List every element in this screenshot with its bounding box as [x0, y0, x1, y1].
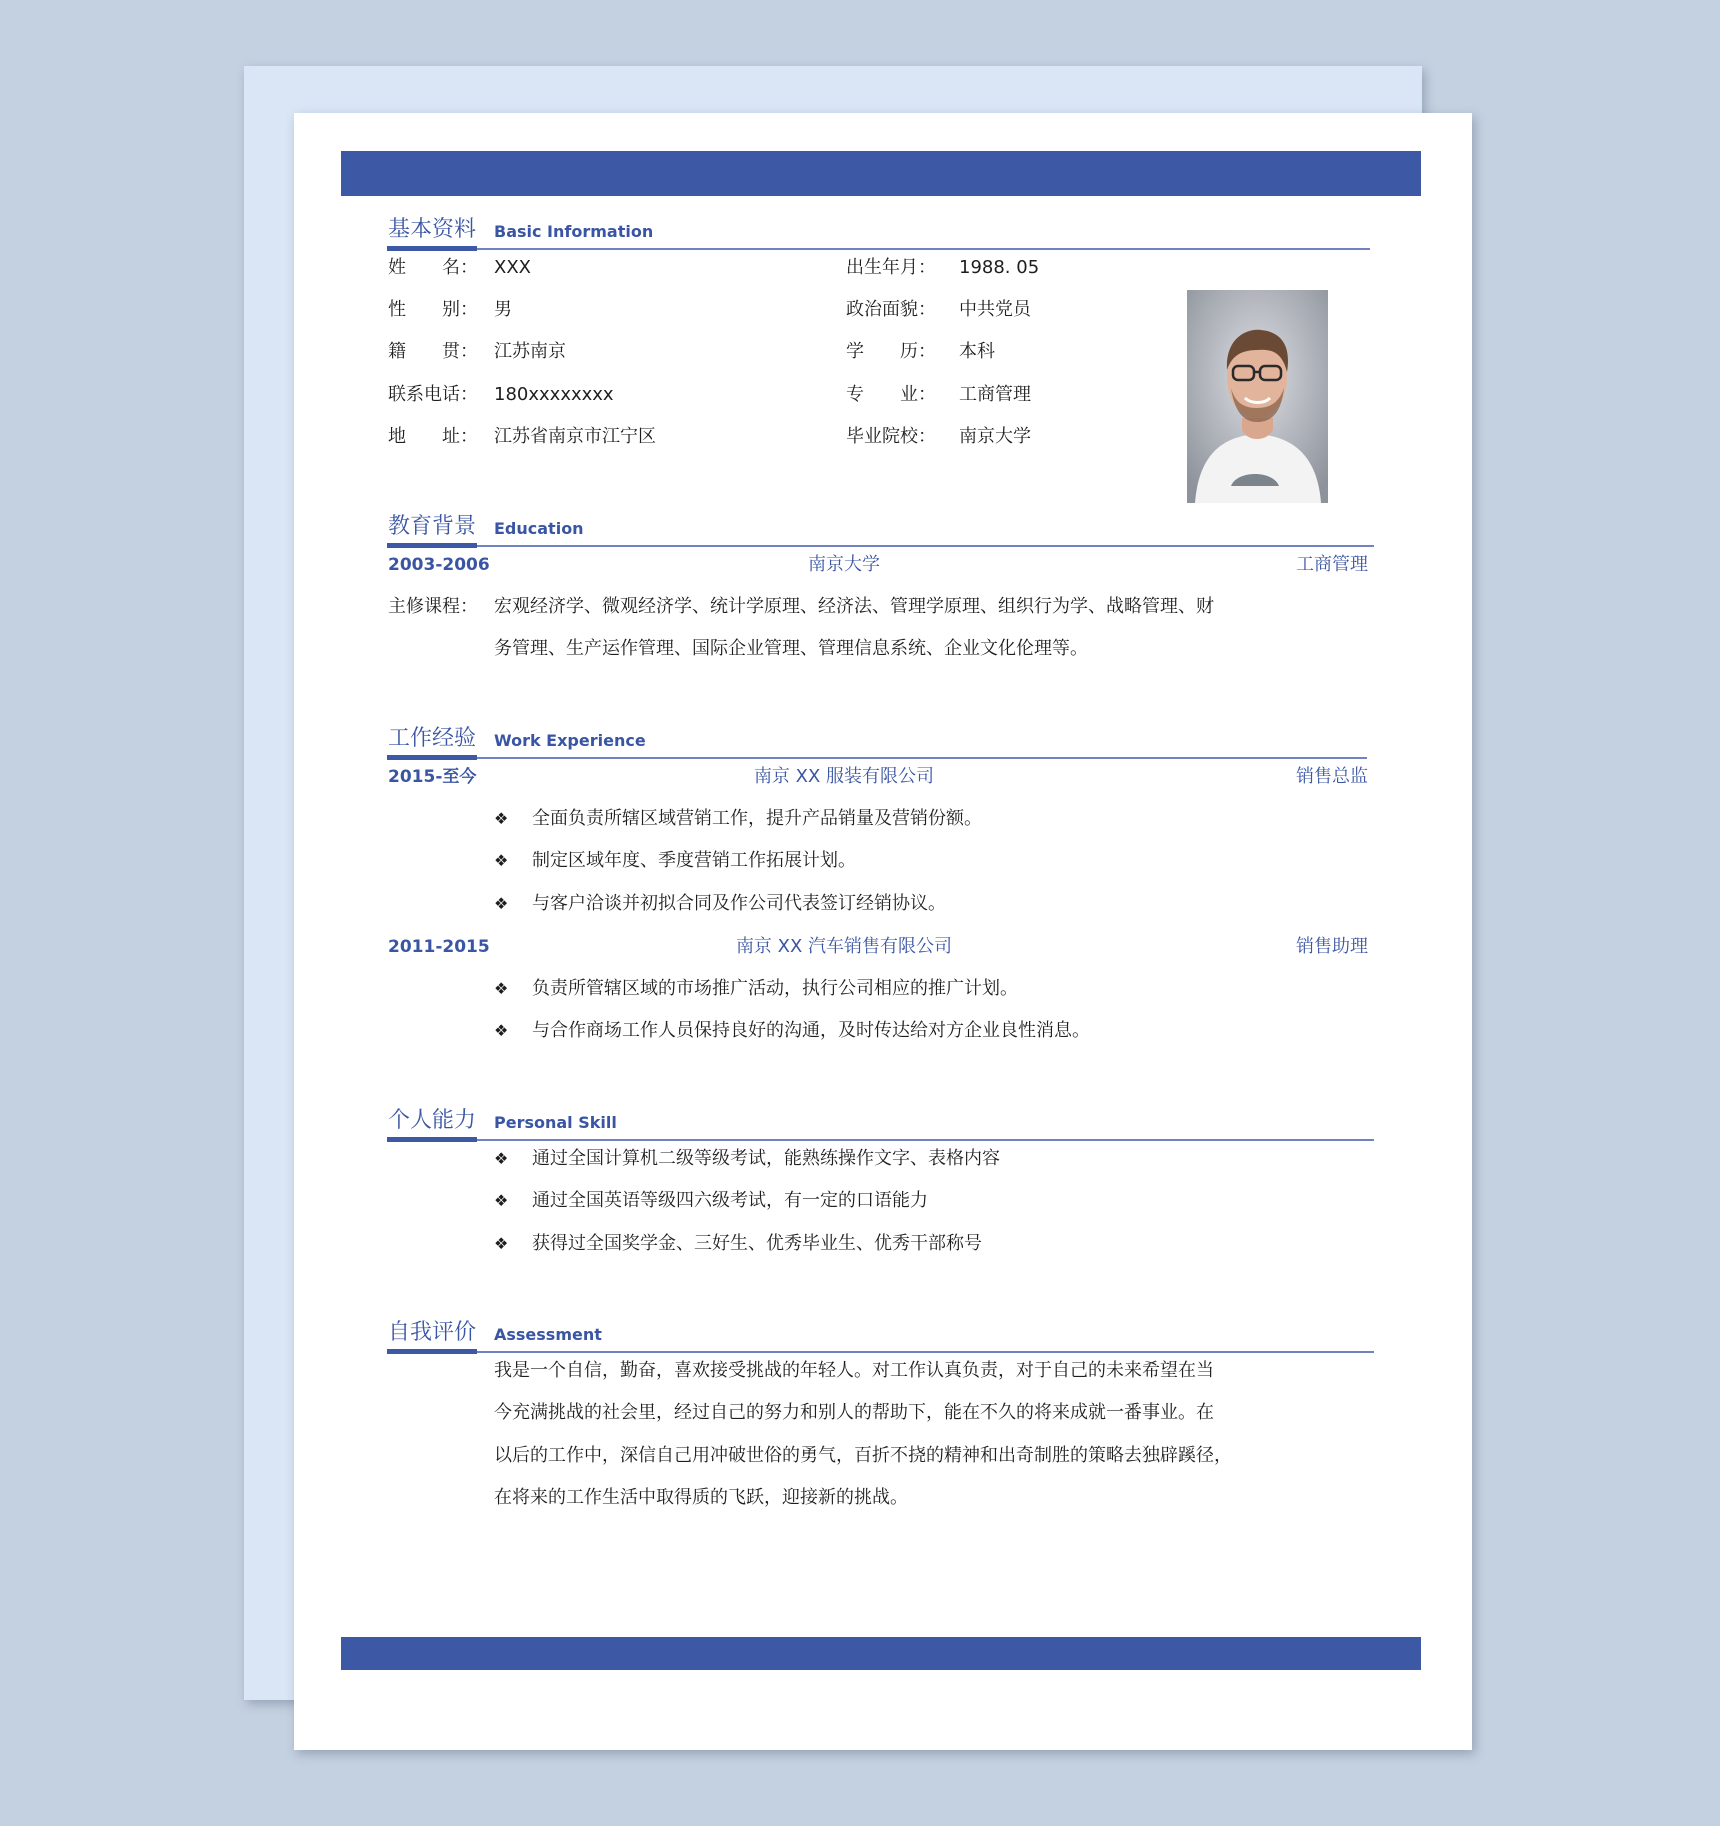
field-label: 姓 名：	[388, 257, 478, 278]
field-label: 毕业院校：	[846, 426, 936, 447]
skill-item: 通过全国计算机二级等级考试，能熟练操作文字、表格内容	[532, 1148, 1000, 1169]
skill-item: 通过全国英语等级四六级考试，有一定的口语能力	[532, 1190, 928, 1211]
skill-item: 获得过全国奖学金、三好生、优秀毕业生、优秀干部称号	[532, 1233, 982, 1254]
job-duty: 与合作商场工作人员保持良好的沟通，及时传达给对方企业良性消息。	[532, 1020, 1090, 1041]
section-title-basic: 基本资料	[388, 217, 477, 242]
section-bar	[387, 543, 477, 548]
section-bar	[387, 246, 477, 251]
job-company: 南京 XX 服装有限公司	[753, 766, 935, 787]
field-value-origin: 江苏南京	[494, 341, 566, 362]
section-subtitle-skills: Personal Skill	[494, 1113, 617, 1132]
assessment-text-line: 我是一个自信，勤奋，喜欢接受挑战的年轻人。对工作认真负责，对于自己的未来希望在当	[494, 1360, 1214, 1381]
section-title-education: 教育背景	[388, 514, 477, 539]
field-value-degree: 本科	[959, 341, 995, 362]
job-position: 销售总监	[1296, 766, 1368, 787]
field-label: 出生年月：	[846, 257, 936, 278]
field-value-school: 南京大学	[959, 426, 1031, 447]
section-subtitle-basic: Basic Information	[494, 222, 654, 241]
job-period: 2011-2015	[388, 937, 490, 957]
section-title-assessment: 自我评价	[388, 1320, 477, 1345]
bullet-icon: ❖	[494, 1149, 509, 1168]
field-value-address: 江苏省南京市江宁区	[494, 426, 656, 447]
bullet-icon: ❖	[494, 809, 509, 828]
bullet-icon: ❖	[494, 1021, 509, 1040]
field-value-birth: 1988. 05	[959, 257, 1040, 278]
bottom-accent-band	[341, 1637, 1421, 1670]
job-duty: 与客户洽谈并初拟合同及作公司代表签订经销协议。	[532, 893, 946, 914]
education-period: 2003-2006	[388, 555, 490, 575]
field-value-major: 工商管理	[959, 384, 1031, 405]
section-title-skills: 个人能力	[388, 1108, 477, 1133]
assessment-text-line: 在将来的工作生活中取得质的飞跃，迎接新的挑战。	[494, 1487, 908, 1508]
section-bar	[387, 1137, 477, 1142]
job-company: 南京 XX 汽车销售有限公司	[735, 936, 953, 957]
section-divider	[477, 757, 1367, 759]
field-label: 学 历：	[846, 341, 936, 362]
field-value-name: XXX	[494, 257, 531, 278]
field-label: 联系电话：	[388, 384, 478, 405]
section-title-work: 工作经验	[388, 726, 477, 751]
field-value-phone: 180xxxxxxxx	[494, 384, 614, 405]
courses-label: 主修课程：	[388, 596, 478, 617]
section-divider	[477, 248, 1370, 250]
job-duty: 负责所管辖区域的市场推广活动，执行公司相应的推广计划。	[532, 978, 1018, 999]
section-subtitle-assessment: Assessment	[494, 1325, 602, 1344]
section-bar	[387, 1349, 477, 1354]
field-label: 政治面貌：	[846, 299, 936, 320]
section-divider	[477, 1351, 1374, 1353]
job-duty: 制定区域年度、季度营销工作拓展计划。	[532, 850, 856, 871]
courses-text-line: 宏观经济学、微观经济学、统计学原理、经济法、管理学原理、组织行为学、战略管理、财	[494, 596, 1214, 617]
bullet-icon: ❖	[494, 851, 509, 870]
section-subtitle-education: Education	[494, 519, 584, 538]
field-label: 性 别：	[388, 299, 478, 320]
field-value-political: 中共党员	[959, 299, 1031, 320]
section-subtitle-work: Work Experience	[494, 731, 646, 750]
education-major: 工商管理	[1296, 554, 1368, 575]
section-divider	[477, 1139, 1374, 1141]
bullet-icon: ❖	[494, 1191, 509, 1210]
field-label: 地 址：	[388, 426, 478, 447]
section-divider	[477, 545, 1374, 547]
assessment-text-line: 今充满挑战的社会里，经过自己的努力和别人的帮助下，能在不久的将来成就一番事业。在	[494, 1402, 1214, 1423]
job-period: 2015-至今	[388, 767, 477, 787]
job-duty: 全面负责所辖区域营销工作，提升产品销量及营销份额。	[532, 808, 982, 829]
bullet-icon: ❖	[494, 979, 509, 998]
job-position: 销售助理	[1296, 936, 1368, 957]
education-school: 南京大学	[808, 554, 880, 575]
field-label: 专 业：	[846, 384, 936, 405]
field-value-gender: 男	[494, 299, 512, 320]
top-accent-band	[341, 151, 1421, 196]
bullet-icon: ❖	[494, 1234, 509, 1253]
field-label: 籍 贯：	[388, 341, 478, 362]
courses-text-line: 务管理、生产运作管理、国际企业管理、管理信息系统、企业文化伦理等。	[494, 638, 1088, 659]
section-bar	[387, 755, 477, 760]
profile-photo	[1187, 290, 1328, 503]
bullet-icon: ❖	[494, 894, 509, 913]
resume-page	[294, 113, 1472, 1750]
assessment-text-line: 以后的工作中，深信自己用冲破世俗的勇气，百折不挠的精神和出奇制胜的策略去独辟蹊径，	[494, 1445, 1232, 1466]
